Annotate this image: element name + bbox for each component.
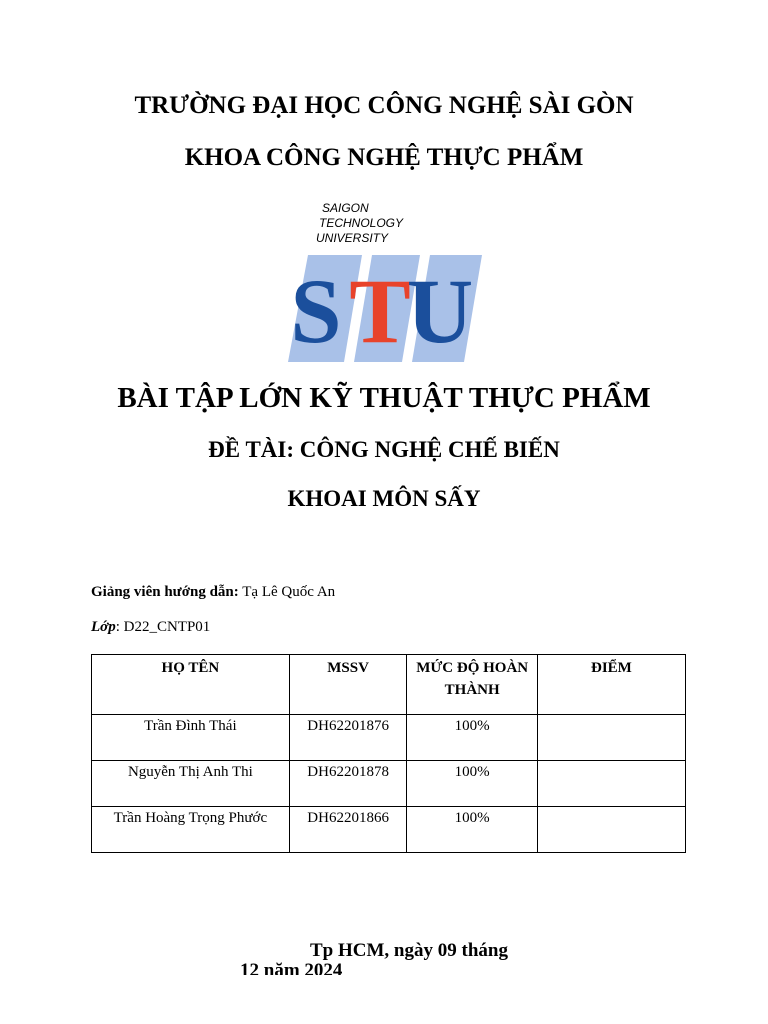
faculty-name: KHOA CÔNG NGHỆ THỰC PHẨM <box>184 144 584 171</box>
student-table <box>91 654 686 853</box>
header-id: MSSV <box>289 655 407 715</box>
cell-completion: 100% <box>407 715 537 761</box>
cell-completion: 100% <box>407 761 537 807</box>
topic-line-2: KHOAI MÔN SẤY <box>287 486 481 511</box>
table-row <box>92 807 686 853</box>
stu-logo <box>280 200 490 365</box>
place-date-line-1: Tp HCM, ngày 09 tháng <box>310 940 508 961</box>
logo-letter-s: S <box>290 260 342 362</box>
cell-id: DH62201878 <box>289 761 407 807</box>
class-info <box>91 619 210 636</box>
lecturer-info <box>91 584 335 601</box>
cell-score <box>537 761 685 807</box>
report-title: BÀI TẬP LỚN KỸ THUẬT THỰC PHẨM <box>117 382 651 414</box>
cell-completion: 100% <box>407 807 537 853</box>
header-score: ĐIỂM <box>537 655 685 715</box>
table-row <box>92 761 686 807</box>
cell-name: Nguyễn Thị Anh Thi <box>92 761 290 807</box>
logo-letter-u: U <box>406 260 474 362</box>
cell-score <box>537 807 685 853</box>
cell-score <box>537 715 685 761</box>
logo-caption-line: TECHNOLOGY <box>319 216 404 230</box>
header-completion: MỨC ĐỘ HOÀN THÀNH <box>407 655 537 715</box>
cell-id: DH62201876 <box>289 715 407 761</box>
place-date-line-2: 12 năm 2024 <box>240 961 343 975</box>
logo-caption-line: UNIVERSITY <box>316 231 389 245</box>
class-value: : D22_CNTP01 <box>115 619 211 635</box>
lecturer-label: Giảng viên hướng dẫn: <box>91 584 239 600</box>
class-label: Lớp <box>91 619 116 635</box>
logo-letter-t: T <box>349 260 411 362</box>
university-name: TRƯỜNG ĐẠI HỌC CÔNG NGHỆ SÀI GÒN <box>134 92 634 119</box>
table-row <box>92 715 686 761</box>
header-name: HỌ TÊN <box>92 655 290 715</box>
topic-line-1: ĐỀ TÀI: CÔNG NGHỆ CHẾ BIẾN <box>208 437 560 462</box>
logo-caption-line: SAIGON <box>322 201 369 215</box>
lecturer-name: Tạ Lê Quốc An <box>238 584 336 600</box>
cell-id: DH62201866 <box>289 807 407 853</box>
cell-name: Trần Hoàng Trọng Phước <box>92 807 290 853</box>
table-header-row <box>92 655 686 715</box>
cell-name: Trần Đình Thái <box>92 715 290 761</box>
